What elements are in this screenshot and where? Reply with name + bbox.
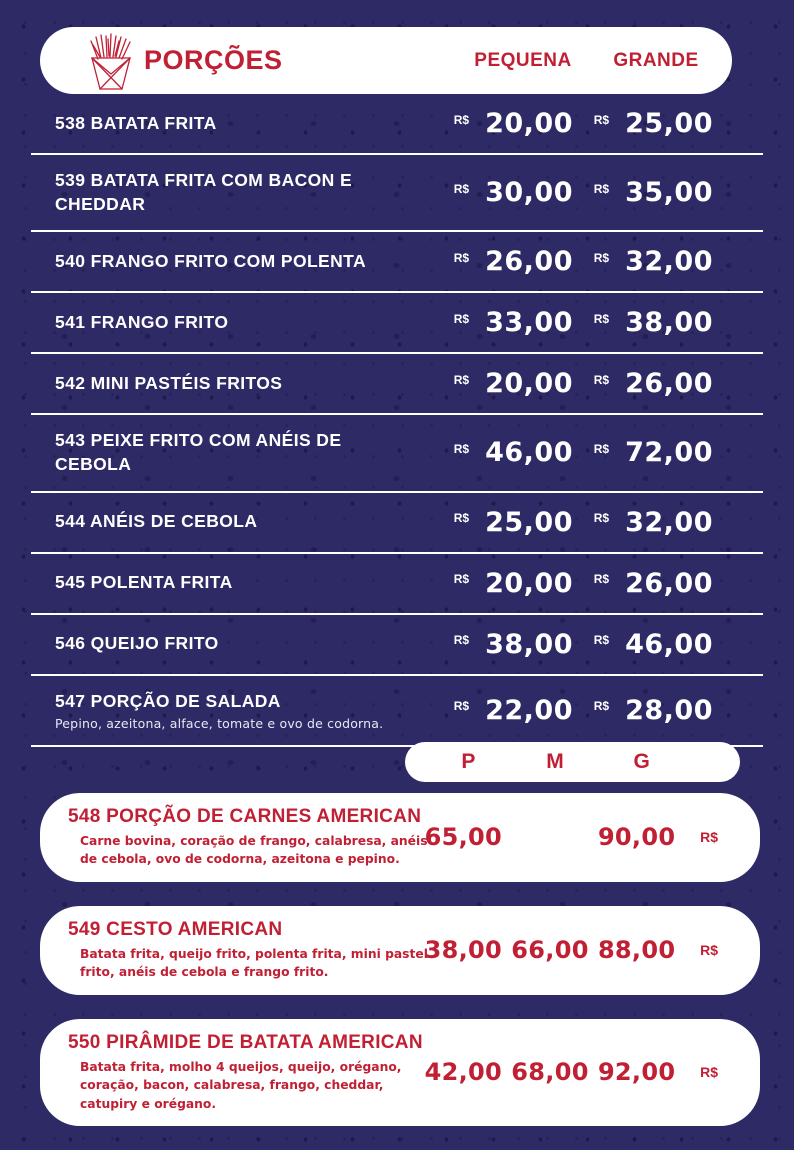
currency-label: R$ bbox=[593, 372, 610, 387]
menu-row bbox=[31, 676, 763, 748]
menu-row bbox=[31, 554, 763, 615]
price-large-group bbox=[573, 177, 713, 208]
combo-price-p: 65,00 bbox=[424, 823, 503, 852]
price-large-group bbox=[573, 507, 713, 538]
item-name-block bbox=[55, 250, 411, 274]
currency-label: R$ bbox=[700, 1064, 718, 1081]
menu-row bbox=[31, 293, 763, 354]
price-small-group bbox=[411, 507, 573, 538]
size-header-g: G bbox=[633, 750, 650, 773]
currency-label: R$ bbox=[593, 633, 610, 647]
combo-price-m: 68,00 bbox=[511, 1058, 589, 1087]
menu-row bbox=[31, 615, 763, 676]
price-small-group bbox=[411, 108, 573, 139]
price-small: 20,00 bbox=[485, 368, 573, 400]
item-name: 546 QUEIJO FRITO bbox=[55, 633, 219, 654]
size-header-pill bbox=[405, 742, 740, 782]
currency-label: R$ bbox=[593, 181, 610, 196]
fries-icon bbox=[84, 33, 136, 93]
menu-row bbox=[31, 155, 763, 232]
price-large: 26,00 bbox=[625, 567, 713, 599]
price-large: 38,00 bbox=[625, 307, 713, 339]
price-small-group bbox=[411, 568, 573, 599]
menu-rows bbox=[31, 94, 763, 747]
item-name: 538 BATATA FRITA bbox=[55, 112, 217, 133]
price-large-group bbox=[573, 307, 713, 338]
item-name: 539 BATATA FRITA COM BACON E CHEDDAR bbox=[55, 170, 353, 214]
size-header-p: P bbox=[461, 750, 476, 773]
item-name-block bbox=[55, 510, 411, 534]
currency-label: R$ bbox=[593, 699, 610, 714]
menu-row bbox=[31, 232, 763, 293]
item-name: 542 MINI PASTÉIS FRITOS bbox=[55, 372, 283, 393]
currency-label: R$ bbox=[700, 942, 718, 959]
price-small: 46,00 bbox=[485, 437, 573, 469]
item-name: 545 POLENTA FRITA bbox=[55, 572, 233, 593]
price-small: 30,00 bbox=[485, 177, 573, 209]
item-name-block bbox=[55, 690, 411, 732]
price-small: 20,00 bbox=[485, 567, 573, 599]
column-header-large: GRANDE bbox=[613, 49, 699, 71]
item-name: 543 PEIXE FRITO COM ANÉIS DE CEBOLA bbox=[55, 430, 342, 474]
combo-card bbox=[40, 1019, 760, 1126]
price-large-group bbox=[573, 246, 713, 277]
item-name-block bbox=[55, 112, 411, 136]
price-small: 26,00 bbox=[485, 246, 573, 278]
price-large: 35,00 bbox=[625, 177, 713, 209]
price-small-group bbox=[411, 368, 573, 399]
price-large: 32,00 bbox=[625, 506, 713, 538]
menu-row bbox=[31, 354, 763, 415]
price-large: 72,00 bbox=[625, 437, 713, 469]
price-small: 25,00 bbox=[485, 506, 573, 538]
price-large-group bbox=[573, 695, 713, 726]
currency-label: R$ bbox=[453, 633, 470, 647]
item-name: 547 PORÇÃO DE SALADA bbox=[55, 690, 281, 711]
currency-label: R$ bbox=[593, 572, 610, 586]
price-large: 46,00 bbox=[625, 628, 713, 660]
price-small: 22,00 bbox=[485, 694, 573, 726]
item-name-block bbox=[55, 429, 411, 476]
price-small-group bbox=[411, 307, 573, 338]
price-large: 25,00 bbox=[625, 108, 713, 139]
currency-label: R$ bbox=[593, 112, 610, 127]
price-small: 38,00 bbox=[485, 628, 573, 660]
column-header-small: PEQUENA bbox=[474, 49, 572, 71]
size-header-m: M bbox=[546, 750, 564, 773]
currency-label: R$ bbox=[593, 511, 610, 525]
combo-name: 550 PIRÂMIDE DE BATATA AMERICAN bbox=[68, 1031, 423, 1053]
combo-description: Carne bovina, coração de frango, calabresa, anéis de cebola, ovo de codorna, azeitona e pepino. bbox=[80, 834, 428, 867]
currency-label: R$ bbox=[700, 829, 718, 846]
price-small-group bbox=[411, 177, 573, 208]
currency-label: R$ bbox=[593, 250, 610, 265]
combo-price-g: 88,00 bbox=[597, 936, 676, 965]
combo-name: 548 PORÇÃO DE CARNES AMERICAN bbox=[68, 806, 422, 827]
menu-row bbox=[31, 493, 763, 554]
price-small-group bbox=[411, 437, 573, 468]
combo-description: Batata frita, queijo frito, polenta frita, mini pastel frito, anéis de cebola e frango frito. bbox=[80, 946, 428, 980]
combo-price-p: 38,00 bbox=[424, 936, 503, 965]
item-name-block bbox=[55, 311, 411, 335]
price-large-group bbox=[573, 437, 713, 468]
currency-label: R$ bbox=[453, 112, 470, 127]
item-description: Pepino, azeitona, alface, tomate e ovo de codorna. bbox=[55, 716, 384, 732]
item-name-block bbox=[55, 169, 411, 216]
currency-label: R$ bbox=[453, 441, 470, 456]
combo-card bbox=[40, 906, 760, 995]
price-small-group bbox=[411, 246, 573, 277]
combo-price-row bbox=[420, 823, 718, 851]
combo-price-p: 42,00 bbox=[424, 1058, 503, 1087]
price-large: 26,00 bbox=[625, 368, 713, 400]
price-small: 20,00 bbox=[485, 108, 573, 139]
item-name-block bbox=[55, 632, 411, 656]
menu-row bbox=[31, 94, 763, 155]
combo-price-g: 90,00 bbox=[597, 823, 676, 852]
price-small-group bbox=[411, 629, 573, 660]
price-large: 28,00 bbox=[625, 694, 713, 726]
currency-label: R$ bbox=[453, 372, 470, 387]
item-name: 541 FRANGO FRITO bbox=[55, 311, 229, 332]
currency-label: R$ bbox=[453, 250, 470, 265]
item-name: 544 ANÉIS DE CEBOLA bbox=[55, 511, 258, 532]
combo-cards bbox=[40, 793, 760, 1150]
item-name-block bbox=[55, 372, 411, 396]
price-large-group bbox=[573, 108, 713, 139]
section-header bbox=[40, 27, 732, 94]
combo-description: Batata frita, molho 4 queijos, queijo, orégano, coração, bacon, calabresa, frango, cheddar, catupiry e orégano. bbox=[80, 1059, 402, 1111]
combo-price-m: 66,00 bbox=[511, 936, 589, 965]
currency-label: R$ bbox=[453, 181, 470, 196]
item-name: 540 FRANGO FRITO COM POLENTA bbox=[55, 250, 366, 271]
currency-label: R$ bbox=[453, 311, 470, 326]
combo-card bbox=[40, 793, 760, 882]
currency-label: R$ bbox=[453, 511, 470, 525]
menu-row bbox=[31, 415, 763, 492]
price-large-group bbox=[573, 368, 713, 399]
price-large-group bbox=[573, 629, 713, 660]
combo-price-row bbox=[420, 1058, 718, 1086]
section-title: PORÇÕES bbox=[144, 45, 283, 75]
price-small: 33,00 bbox=[485, 307, 573, 339]
currency-label: R$ bbox=[593, 311, 610, 326]
price-large: 32,00 bbox=[625, 246, 713, 278]
price-large-group bbox=[573, 568, 713, 599]
currency-label: R$ bbox=[453, 572, 470, 586]
combo-price-g: 92,00 bbox=[597, 1058, 676, 1087]
combo-name: 549 CESTO AMERICAN bbox=[68, 918, 283, 940]
combo-price-row bbox=[420, 936, 718, 964]
currency-label: R$ bbox=[593, 441, 610, 456]
currency-label: R$ bbox=[453, 699, 470, 714]
item-name-block bbox=[55, 571, 411, 595]
price-small-group bbox=[411, 695, 573, 726]
